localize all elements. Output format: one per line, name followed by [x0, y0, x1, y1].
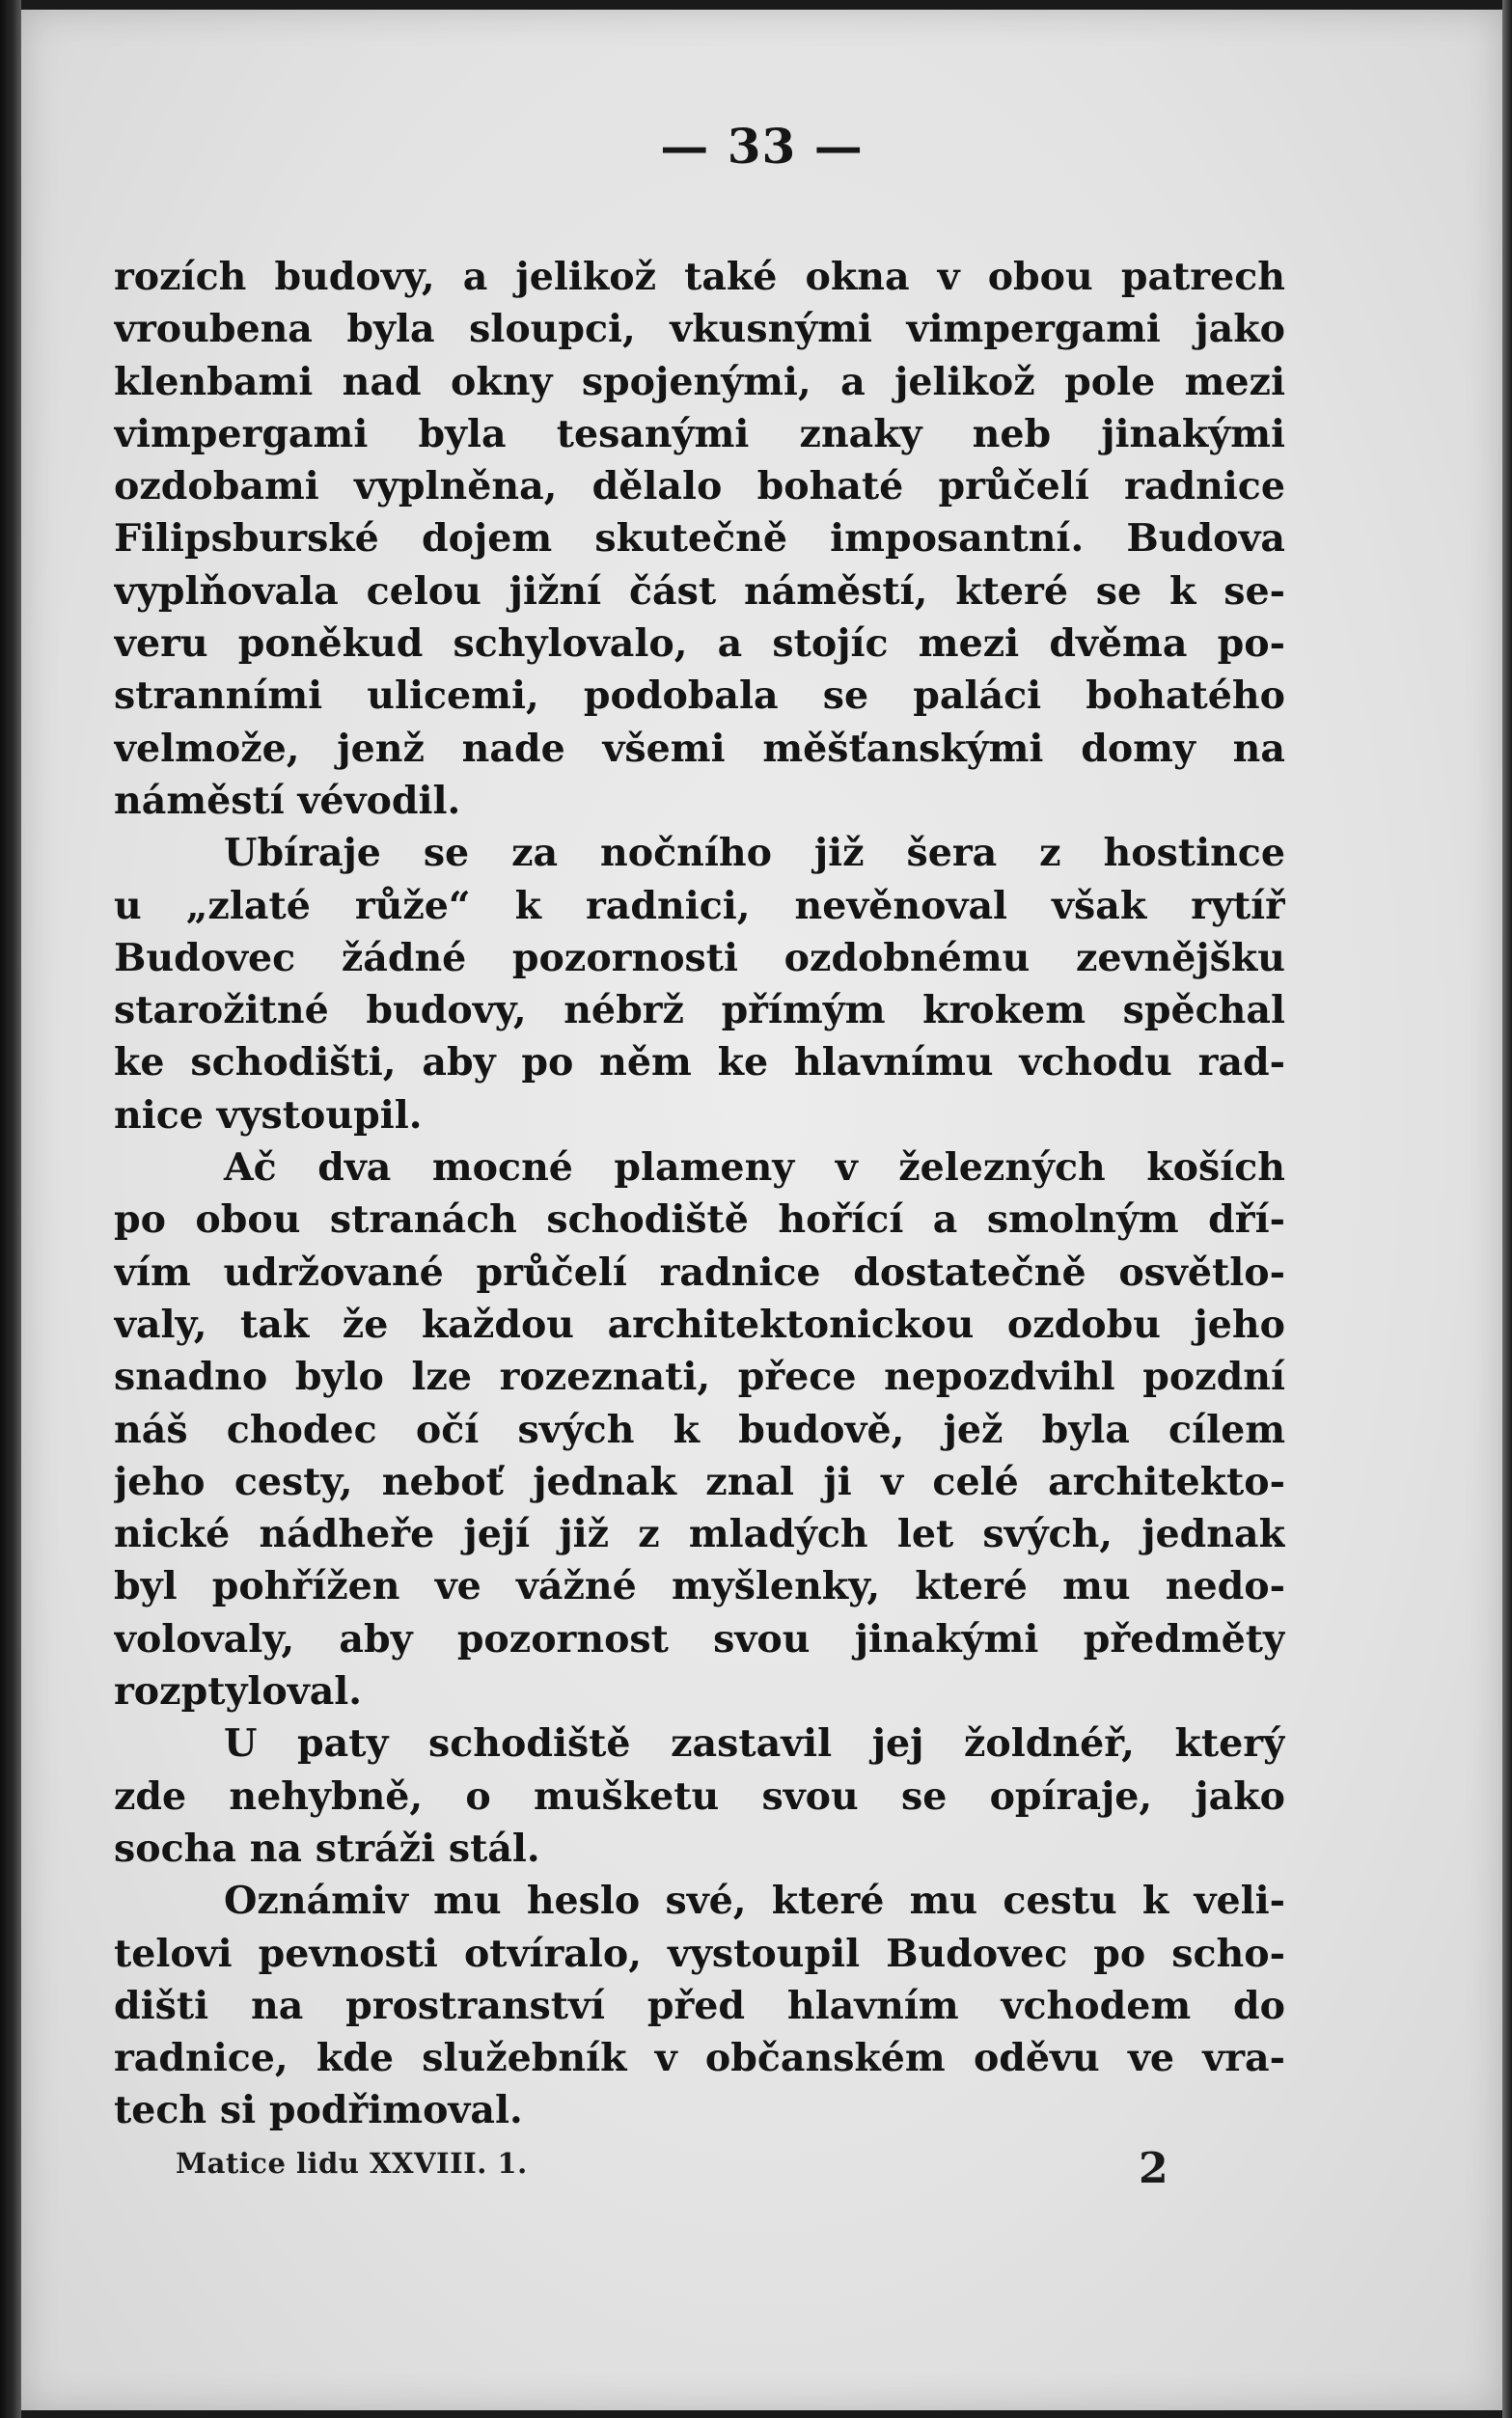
text-line: rozptyloval. [114, 1669, 363, 1715]
text-line: velmože, jenž nade všemi měšťanskými domy na [114, 726, 1285, 771]
text-line: nice vystoupil. [114, 1092, 423, 1138]
text-line: volovaly, aby pozornost svou jinakými předměty [114, 1616, 1285, 1662]
text-line: Oznámiv mu heslo své, které mu cestu k veli- [224, 1879, 1285, 1924]
text-line: zde nehybně, o mušketu svou se opíraje, jako [114, 1773, 1285, 1819]
text-line: vím udržované průčelí radnice dostatečně osvětlo- [114, 1250, 1285, 1295]
text-line: Ač dva mocné plameny v železných koších [224, 1145, 1285, 1191]
text-line: klenbami nad okny spojenými, a jelikož pole mezi [114, 359, 1285, 404]
text-line: starožitné budovy, nébrž přímým krokem spěchal [114, 988, 1285, 1033]
text-line: jeho cesty, neboť jednak znal ji v celé architekto- [114, 1459, 1285, 1504]
text-line: vroubena byla sloupci, vkusnými vimpergami jako [114, 307, 1285, 352]
text-line: po obou stranách schodiště hořící a smolným dří- [114, 1197, 1285, 1243]
book-gutter-shadow [0, 0, 21, 2418]
text-line: náš chodec očí svých k budově, jež byla cílem [114, 1407, 1285, 1452]
text-line: byl pohřížen ve vážné myšlenky, které mu nedo- [114, 1564, 1285, 1609]
text-line: radnice, kde služebník v občanském oděvu ve vra- [114, 2036, 1285, 2081]
text-line: socha na stráži stál. [114, 1826, 540, 1871]
text-line: Budovec žádné pozornosti ozdobnému zevnějšku [114, 935, 1285, 980]
printer-signature: Matice lidu XXVIII. 1. [176, 2147, 528, 2180]
text-line: ke schodišti, aby po něm ke hlavnímu vchodu rad- [114, 1040, 1285, 1085]
sheet-number: 2 [1139, 2144, 1168, 2193]
text-line: náměstí vévodil. [114, 778, 461, 823]
text-line: rozích budovy, a jelikož také okna v obou patrech [114, 255, 1285, 299]
book-edge-shadow [1502, 0, 1512, 2418]
text-line: veru poněkud schylovalo, a stojíc mezi dvěma po- [114, 621, 1285, 667]
book-page [21, 10, 1502, 2410]
page-number: — 33 — [660, 118, 864, 175]
text-line: vimpergami byla tesanými znaky neb jinakými [114, 411, 1285, 456]
text-line: Filipsburské dojem skutečně imposantní. Budova [114, 516, 1285, 562]
text-line: dišti na prostranství před hlavním vchodem do [114, 1983, 1285, 2028]
text-line: U paty schodiště zastavil jej žoldnéř, který [224, 1721, 1285, 1767]
text-line: tech si podřimoval. [114, 2088, 523, 2133]
text-line: Ubíraje se za nočního již šera z hostince [224, 831, 1285, 876]
text-line: nické nádheře její již z mladých let svých, jednak [114, 1512, 1285, 1557]
text-line: valy, tak že každou architektonickou ozdobu jeho [114, 1302, 1285, 1347]
text-line: u „zlaté růže“ k radnici, nevěnoval však rytíř [114, 883, 1285, 928]
text-line: snadno bylo lze rozeznati, přece nepozdvihl pozdní [114, 1355, 1285, 1400]
text-line: vyplňovala celou jižní část náměstí, které se k se- [114, 568, 1285, 614]
text-line: stranními ulicemi, podobala se paláci bohatého [114, 673, 1285, 719]
body-text [114, 251, 1285, 2137]
text-line: ozdobami vyplněna, dělalo bohaté průčelí radnice [114, 464, 1285, 509]
text-line: telovi pevnosti otvíralo, vystoupil Budovec po scho- [114, 1931, 1285, 1976]
